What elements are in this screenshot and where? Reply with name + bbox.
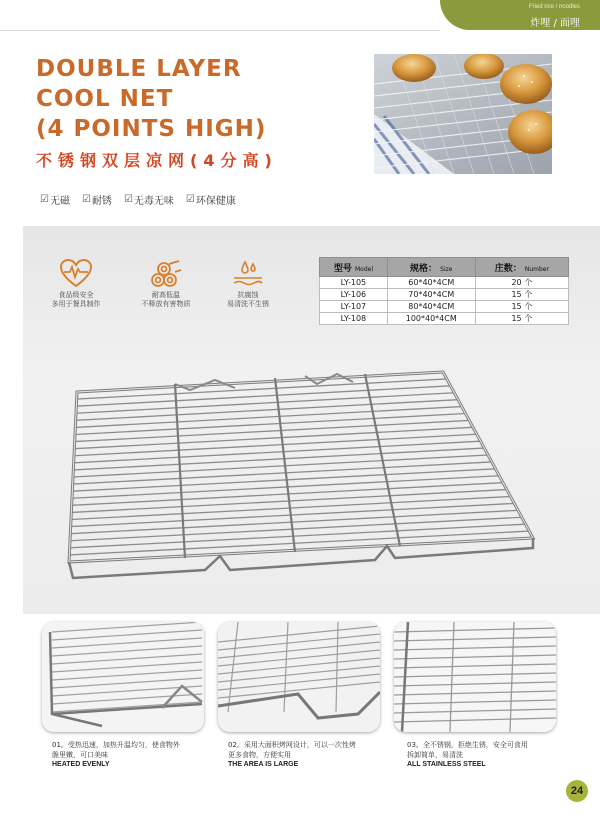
checkmark-icon: ☑ xyxy=(185,194,195,205)
header-number: 庄数： Number xyxy=(475,258,568,277)
icon-label-2: 易清洗不生锈 xyxy=(227,300,269,308)
water-resist-icon xyxy=(231,258,265,288)
table-row: LY-106 70*40*4CM 15 个 xyxy=(320,289,569,301)
icon-corrosion xyxy=(208,258,288,309)
caption-1: 01。受热迅速，加热升温均匀，使食物外 脆里嫩，可口美味 HEATED EVENLY xyxy=(52,741,180,768)
icon-label-1: 抗腐蚀 xyxy=(237,291,259,299)
icon-label-1: 耐高低温 xyxy=(152,291,180,299)
hero-photo xyxy=(374,54,552,174)
title-line-1: DOUBLE LAYER xyxy=(36,56,242,82)
checkmark-icon: ☑ xyxy=(123,194,133,205)
header-model: 型号 Model xyxy=(320,258,388,277)
title-line-2: COOL NET xyxy=(36,86,174,112)
detail-photo-grid xyxy=(394,622,556,732)
checkmark-icon: ☑ xyxy=(81,194,91,205)
caption-3: 03。全不锈钢，拒绝生锈，安全可食用 拆卸简单，易清洗 ALL STAINLESS STEEL xyxy=(407,741,528,768)
feature-item: ☑ 耐锈 xyxy=(81,194,112,207)
page-number: 24 xyxy=(566,780,588,802)
feature-list xyxy=(40,192,236,207)
feature-item: ☑ 环保健康 xyxy=(185,194,236,207)
header-divider xyxy=(0,30,440,31)
product-title xyxy=(36,54,336,144)
detail-photo-support xyxy=(218,622,380,732)
icon-label-2: 多用于餐具制作 xyxy=(51,300,101,308)
icon-label-1: 食品级安全 xyxy=(58,291,94,299)
spec-table xyxy=(319,257,569,325)
detail-photo-corner xyxy=(42,622,204,732)
caption-2: 02。采用大面积烤网设计，可以一次性烤 更多食物，方便实用 THE AREA IS LARGE xyxy=(228,741,356,768)
table-row: LY-107 80*40*4CM 15 个 xyxy=(320,301,569,313)
feature-item: ☑ 无毒无味 xyxy=(123,194,174,207)
product-title-cn: 不锈钢双层凉网(4分高) xyxy=(36,151,278,170)
checkmark-icon: ☑ xyxy=(40,194,49,205)
icon-temperature xyxy=(126,258,206,309)
category-en: Fried rice / noodles xyxy=(528,4,580,10)
table-row: LY-108 100*40*4CM 15 个 xyxy=(320,313,569,325)
category-cn: 炸哩 / 面哩 xyxy=(530,18,580,29)
table-row: LY-105 60*40*4CM 20 个 xyxy=(320,277,569,289)
heart-pulse-icon xyxy=(59,258,93,288)
icon-food-safe xyxy=(36,258,116,309)
header-size: 规格： Size xyxy=(387,258,475,277)
table-header-row xyxy=(320,258,569,277)
category-tab xyxy=(440,0,600,30)
title-line-3: (4 POINTS HIGH) xyxy=(36,116,267,142)
logs-icon xyxy=(149,258,183,288)
icon-label-2: 不释放有害物质 xyxy=(141,300,191,308)
feature-item: ☑ 无磁 xyxy=(40,194,70,207)
rack-illustration xyxy=(55,360,555,590)
